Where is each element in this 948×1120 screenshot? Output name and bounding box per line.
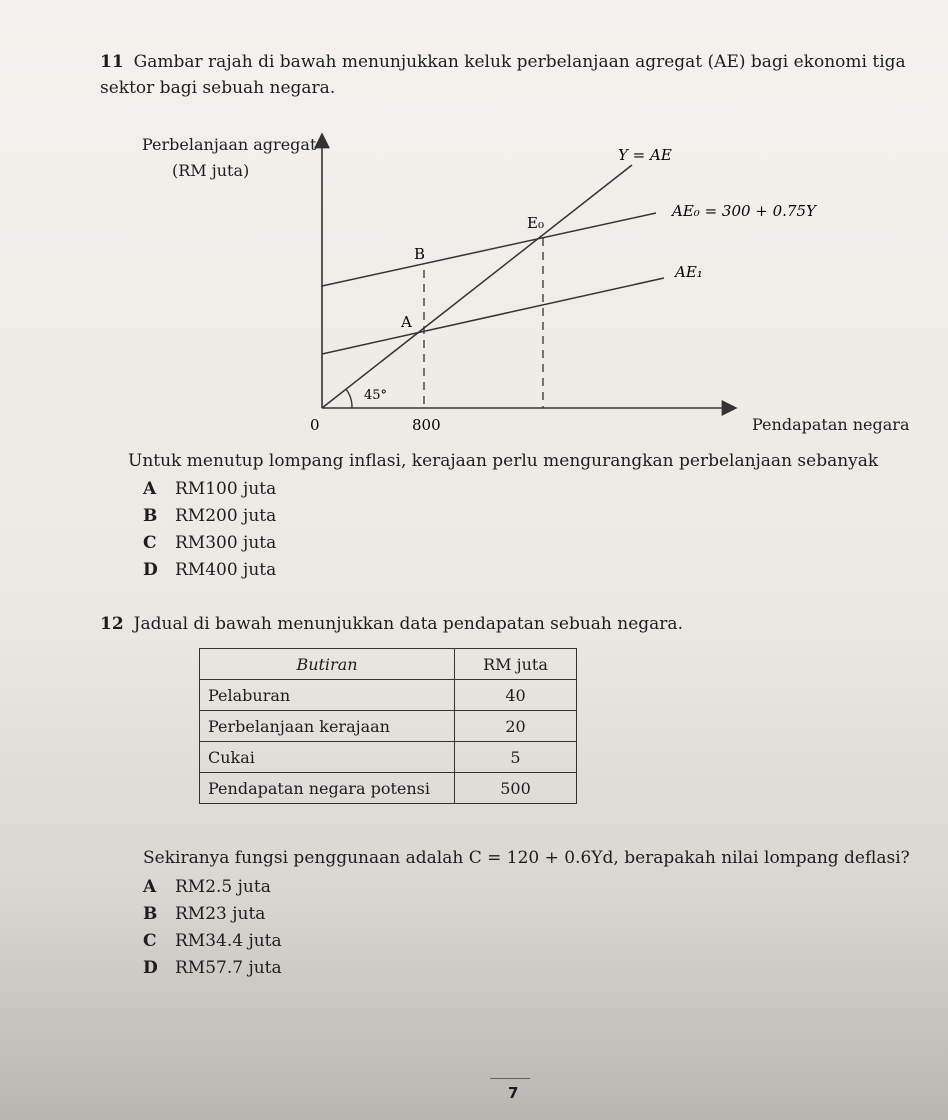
option-letter: A: [143, 479, 157, 499]
option-text: RM23 juta: [175, 904, 266, 924]
q11-number: 11: [100, 52, 124, 72]
table-cell-value: 40: [455, 680, 577, 711]
angle-arc: [346, 389, 352, 408]
q12-intro: Jadual di bawah menunjukkan data pendapatan sebuah negara.: [133, 614, 683, 634]
option-text: RM34.4 juta: [175, 931, 282, 951]
option-letter: C: [143, 533, 157, 553]
q12-number: 12: [100, 614, 124, 634]
option-text: RM57.7 juta: [175, 958, 282, 978]
q11-option-b[interactable]: [143, 503, 276, 529]
option-text: RM2.5 juta: [175, 877, 271, 897]
graph-x-label: Pendapatan negara: [752, 415, 910, 434]
table-row: [200, 773, 577, 804]
option-letter: D: [143, 958, 158, 978]
ae-graph: [0, 0, 948, 450]
point-a-label: A: [401, 313, 412, 331]
label-y-equals-ae: Y = AE: [618, 146, 672, 164]
table-cell-item: Perbelanjaan kerajaan: [200, 711, 455, 742]
page-number-rule: [490, 1078, 530, 1079]
table-cell-item: Pelaburan: [200, 680, 455, 711]
line-ae1: [322, 278, 664, 354]
table-header-row: [200, 649, 577, 680]
q12-option-d[interactable]: [143, 955, 282, 981]
q11-question: Untuk menutup lompang inflasi, kerajaan perlu mengurangkan perbelanjaan sebanyak: [128, 451, 879, 471]
table-cell-item: Cukai: [200, 742, 455, 773]
point-e0-label: E₀: [527, 214, 544, 232]
option-text: RM200 juta: [175, 506, 277, 526]
graph-y-unit: (RM juta): [172, 161, 250, 180]
table-row: [200, 711, 577, 742]
line-ae0: [322, 213, 656, 286]
point-b-label: B: [414, 245, 426, 263]
q12-option-a[interactable]: [143, 874, 271, 900]
q11-option-a[interactable]: [143, 476, 276, 502]
angle-label: 45°: [364, 388, 388, 403]
table-header-value: RM juta: [455, 649, 577, 680]
q11-option-c[interactable]: [143, 530, 276, 556]
option-letter: A: [143, 877, 157, 897]
table-cell-value: 500: [455, 773, 577, 804]
table-row: [200, 742, 577, 773]
table-cell-value: 20: [455, 711, 577, 742]
table-header-item: Butiran: [200, 649, 455, 680]
x-tick-800: 800: [412, 416, 441, 434]
option-text: RM300 juta: [175, 533, 277, 553]
option-letter: D: [143, 560, 158, 580]
income-data-table: [199, 648, 577, 804]
line-y-equals-ae: [322, 165, 632, 408]
option-text: RM400 juta: [175, 560, 277, 580]
q11-option-d[interactable]: [143, 557, 276, 583]
option-letter: B: [143, 506, 158, 526]
q12-stem: [100, 612, 683, 636]
q12-option-b[interactable]: [143, 901, 265, 927]
graph-y-label: Perbelanjaan agregat: [142, 135, 317, 154]
q11-stem-line1: Gambar rajah di bawah menunjukkan keluk perbelanjaan agregat (AE) bagi ekonomi tiga: [133, 52, 906, 72]
option-letter: C: [143, 931, 157, 951]
table-row: [200, 680, 577, 711]
option-letter: B: [143, 904, 158, 924]
label-ae1: AE₁: [675, 263, 703, 281]
page-number: 7: [508, 1084, 519, 1102]
table-cell-value: 5: [455, 742, 577, 773]
origin-label: 0: [310, 416, 320, 434]
label-ae0: AE₀ = 300 + 0.75Y: [672, 202, 816, 220]
q12-question: Sekiranya fungsi penggunaan adalah C = 120 + 0.6Yd, berapakah nilai lompang deflasi?: [143, 848, 910, 868]
q11-stem-line2: sektor bagi sebuah negara.: [100, 78, 336, 98]
q12-option-c[interactable]: [143, 928, 282, 954]
table-cell-item: Pendapatan negara potensi: [200, 773, 455, 804]
option-text: RM100 juta: [175, 479, 277, 499]
